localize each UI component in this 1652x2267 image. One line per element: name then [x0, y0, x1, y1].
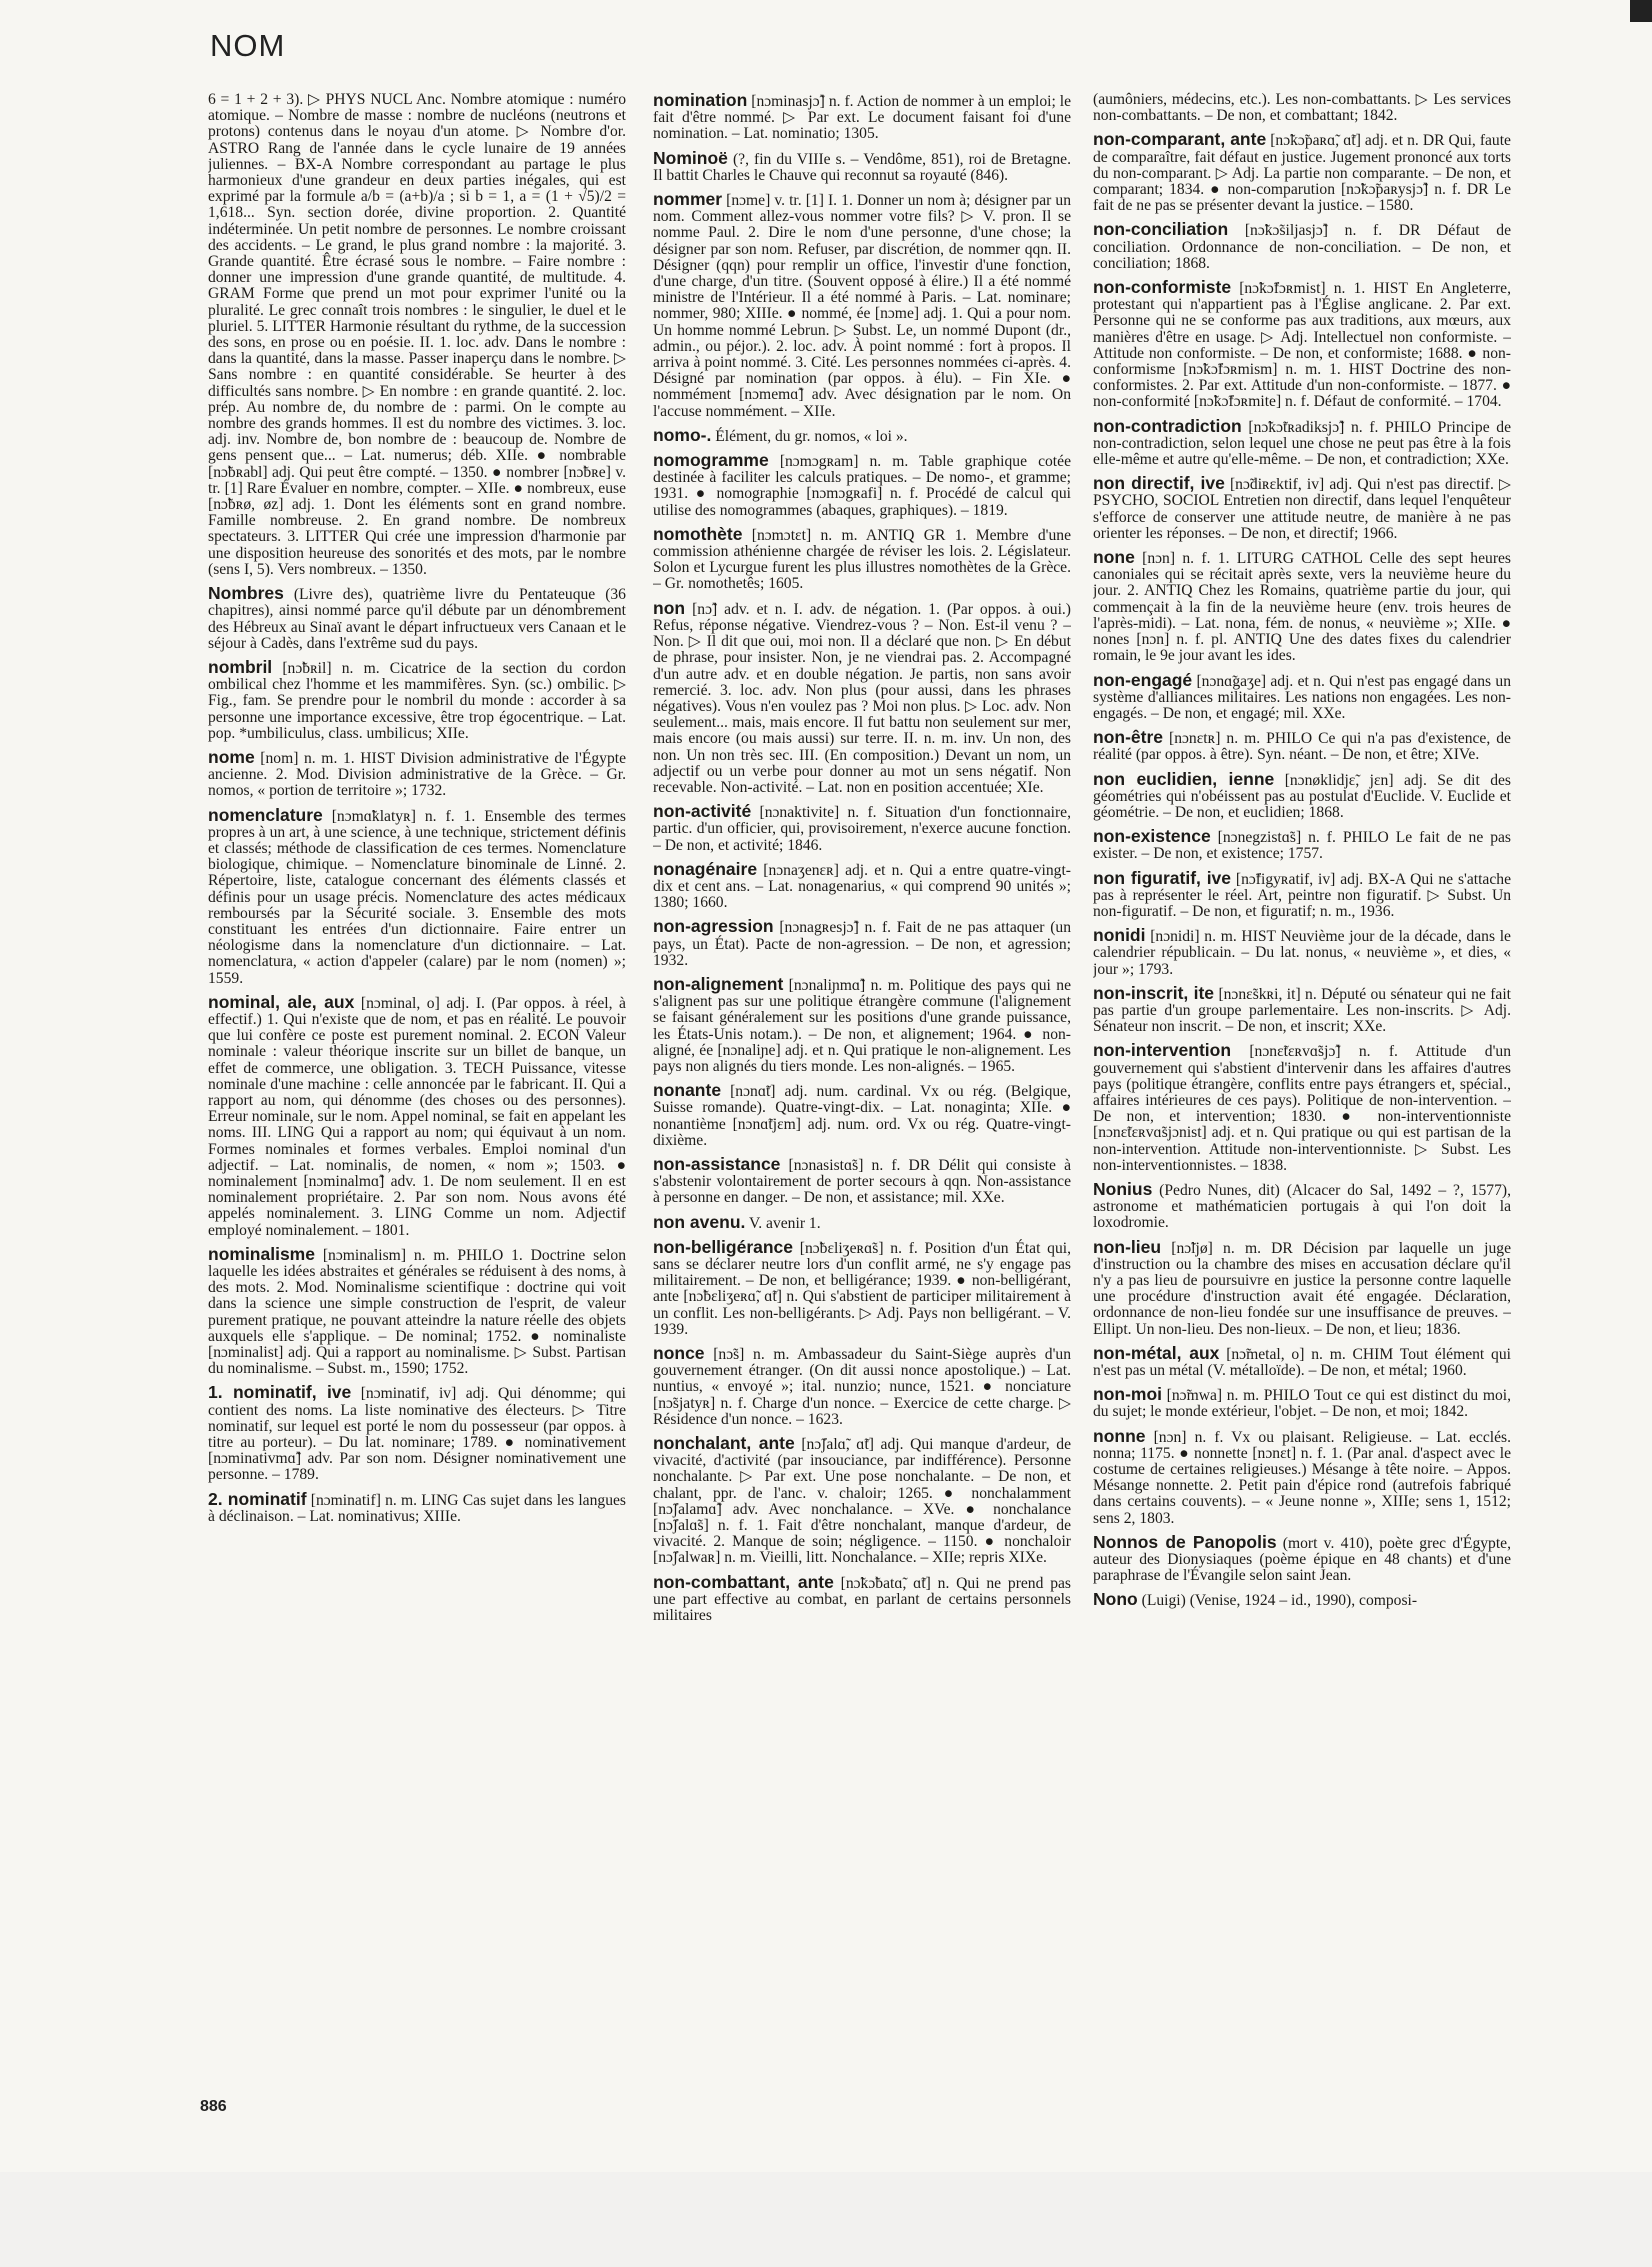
dictionary-entry — [653, 858, 1071, 912]
entry-definition: [nɔ̃kɔ̃paʀɑ̃, ɑ̃t] adj. et n. DR Qui, faute de comparaître, fait défaut en justice. Jugement prononcé aux torts du non-comparant. ▷ Adj. La partie non comparante. – De non, et comparant; 1834. ● non-comparution [nɔ̃kɔ̃paʀysjɔ̃] n. f. DR Le fait de ne pas se présenter devant la justice. – 1580. — [1093, 132, 1511, 215]
entry-headword: nonce — [653, 1343, 705, 1364]
entry-definition: [nɔminasjɔ̃] n. f. Action de nommer à un emploi; le fait d'être nommé. ▷ Par ext. Le document faisant foi d'une nomination. – Lat. nominatio; 1305. — [653, 93, 1071, 143]
dictionary-entry — [1093, 1531, 1511, 1585]
entry-headword: non-comparant, ante — [1093, 129, 1267, 150]
entry-definition: [nɔnɑ̃t] adj. num. cardinal. Vx ou rég. (Belgique, Suisse romande). Quatre-vingt-dix. – Lat. nonaginta; XIIe. ● nonantième [nɔnɑ̃tjɛm] adj. num. ord. Vx ou rég. Quatre-vingt-dixième. — [653, 1083, 1071, 1149]
entry-definition: [nɔ̃diʀɛktif, iv] adj. Qui n'est pas directif. ▷ PSYCHO, SOCIOL Entretien non directif, dans lequel l'enquêteur s'efforce de conserver une attitude neutre, de manière à ne pas orienter les réponses. – De non, et directif; 1966. — [1093, 476, 1511, 542]
entry-headword: non-métal, aux — [1093, 1342, 1220, 1363]
dictionary-entry — [653, 1082, 1071, 1149]
entry-definition: [nɔ̃kɔ̃siljasjɔ̃] n. f. DR Défaut de conciliation. Ordonnance de non-conciliation. – De non, et conciliation; 1868. — [1093, 222, 1511, 272]
dictionary-entry — [1093, 131, 1511, 214]
column-3 — [1093, 92, 1511, 2092]
entry-definition: (Livre des), quatrième livre du Pentateuque (36 chapitres), ainsi nommé parce qu'il débute par un dénombrement des Hébreux au Sinaï avant le départ infructueux vers Canaan et le séjour à Cadès, dans l'extrême sud du pays. — [208, 586, 626, 652]
entry-headword: Nono — [1093, 1589, 1138, 1610]
column-1 — [208, 92, 626, 2092]
dictionary-entry — [653, 147, 1071, 184]
entry-definition: [nɔ̃] adv. et n. I. adv. de négation. 1. (Par oppos. à oui.) Refus, réponse négative. Viendrez-vous ? – Non. Est-il venu ? – Non. ▷ Il dit que oui, moi non. Il a déclaré que non. ▷ En début de phrase, pour insister. Non, je ne viendrai pas. 2. Accompagné d'un autre adv. et en double négation. Je partis, non sans avoir remercié. 3. loc. adv. Non plus (pour aussi, dans les phrases négatives). Vous n'en voulez pas ? Moi non plus. ▷ Loc. adv. Non seulement... mais, mais encore. Il fut battu non seulement sur mer, mais encore (ou mais aussi) sur terre. II. n. m. inv. Un non, des non. Un non très sec. III. (En composition.) Devant un nom, un adjectif ou un verbe pour donner au mot un sens négatif. Non recevable. Non-activité. – Lat. non en position accentuée; XIe. — [653, 600, 1071, 796]
entry-definition: (Luigi) (Venise, 1924 – id., 1990), composi- — [1141, 1592, 1418, 1610]
dictionary-entry — [653, 803, 1071, 854]
dictionary-entry — [1093, 1178, 1511, 1232]
entry-headword: non-moi — [1093, 1384, 1163, 1405]
entry-definition: [nɔnɑ̃gaʒe] adj. et n. Qui n'est pas engagé dans un système d'alliances militaires. Les nations non engagées. Les non-engagés. – De non, et engagé; mil. XXe. — [1093, 672, 1511, 722]
entry-headword: Nonnos de Panopolis — [1093, 1531, 1277, 1552]
entry-headword: non — [653, 597, 686, 618]
entry-definition: [nɔnaliɲmɑ̃] n. m. Politique des pays qui ne s'alignent pas sur une politique étrangère commune (l'alignement se faisant généralement sur les positions d'une grande puissance, les États-Unis notam.). – De non, et alignement; 1964. ● non-aligné, ée [nɔnaliɲe] adj. et n. Qui pratique le non-alignement. Les pays non alignés du tiers monde. Les non-alignés. – 1965. — [653, 976, 1071, 1075]
entry-definition: [nɔ̃ʃalɑ̃, ɑ̃t] adj. Qui manque d'ardeur, de vivacité, d'activité (par insouciance, par indifférence). Personne nonchalante. ▷ Par ext. Une pose nonchalante. – De non, et chalant, ppr. de l'anc. v. chaloir; 1265. ● nonchalamment [nɔ̃ʃalamɑ̃] adv. Avec nonchalance. – XVe. ● nonchalance [nɔ̃ʃalɑ̃s] n. f. 1. Fait d'être nonchalant, manque d'ardeur, de vivacité. 2. Manque de soin; négligence. – 1150. ● nonchaloir [nɔ̃ʃalwaʀ] n. m. Vieilli, litt. Nonchalance. – XIIe; repris XIXe. — [653, 1436, 1071, 1567]
entry-definition: (?, fin du VIIIe s. – Vendôme, 851), roi de Bretagne. Il battit Charles le Chauve qui reconnut sa royauté (846). — [653, 150, 1071, 184]
entry-definition: V. avenir 1. — [749, 1214, 821, 1232]
dictionary-entry — [653, 597, 1071, 796]
entry-headword: non directif, ive — [1093, 473, 1225, 494]
page-number: 886 — [200, 2098, 227, 2115]
entry-headword: nonagénaire — [653, 858, 758, 879]
dictionary-entry — [1093, 828, 1511, 862]
dictionary-entry — [653, 1571, 1071, 1625]
entry-headword: non figuratif, ive — [1093, 867, 1232, 888]
dictionary-entry — [1093, 729, 1511, 763]
dictionary-entry — [1093, 1425, 1511, 1527]
dictionary-entry — [1093, 982, 1511, 1036]
entry-headword: non-engagé — [1093, 669, 1193, 690]
entry-headword: non-activité — [653, 801, 752, 822]
entry-definition: [nɔmɑ̃klatyʀ] n. f. 1. Ensemble des termes propres à un art, à une science, à une technique, strictement définis et classés; méthode de classification de ces termes. Nomenclature biologique, chimique. – Nomenclature binominale de Linné. 2. Répertoire, liste, catalogue concernant des éléments classés et définis pour un usage précis. Nomenclature des actes médicaux remboursés par la Sécurité sociale. 3. Ensemble des mots constituant les entrées d'un dictionnaire. Faire entrer un néologisme dans la nomenclature d'un dictionnaire. – Lat. nomenclatura, « action d'appeler (calare) par le nom (nomen) »; 1559. — [208, 807, 626, 987]
entry-headword: non-lieu — [1093, 1236, 1162, 1257]
entry-headword: Nonius — [1093, 1178, 1153, 1199]
dictionary-entry — [1093, 475, 1511, 542]
entry-definition: 6 = 1 + 2 + 3). ▷ PHYS NUCL Anc. Nombre atomique : numéro atomique. – Nombre de masse : nombre de nucléons (neutrons et protons) contenus dans le noyau d'un atome. ▷ Nombre d'or. ASTRO Rang de l'année dans le cycle lunaire de 19 années juliennes. – BX-A Nombre correspondant au partage le plus harmonieux d'une grandeur en deux parties inégales, qui est exprimé par la formule a/b = (a+b)/a ; si b = 1, a = (1 + √5)/2 = 1,618... Syn. section dorée, divine proportion. 2. Quantité indéterminée. Un petit nombre de personnes. Le nombre croissant des accidents. – Le grand, le plus grand nombre : la majorité. 3. Grande quantité. Être écrasé sous le nombre. – Faire nombre : donner une impression d'une grande quantité, de multitude. 4. GRAM Forme que prend un mot pour exprimer l'unité ou la pluralité. Le grec connaît trois nombres : le singulier, le duel et le pluriel. 5. LITTER Harmonie résultant du rythme, de la succession des sons, en prose ou en poésie. II. 1. loc. adv. Dans le nombre : dans la quantité, dans la masse. Passer inaperçu dans le nombre. ▷ Sans nombre : en quantité considérable. Se heurter à des difficultés sans nombre. ▷ En nombre : en grande quantité. 2. loc. prép. Au nombre de, du nombre de : parmi. On le compte au nombre des grands hommes. Il est du nombre des victimes. 3. loc. adj. inv. Nombre de, bon nombre de : beaucoup de. Nombre de gens pensent que... – Lat. numerus; déb. XIIe. ● nombrable [nɔ̃bʀabl] adj. Qui peut être compté. – 1350. ● nombrer [nɔ̃bʀe] v. tr. [1] Rare Évaluer en nombre, compter. – XIIe. ● nombreux, euse [nɔ̃bʀø, øz] adj. 1. Dont les éléments sont en grand nombre. Famille nombreuse. 2. En grand nombre. De nombreux spectateurs. 3. LITTER Qui crée une impression d'harmonie par une disposition heureuse des sonorités et des mots, par le nombre (sens I, 5). Vers nombreux. – 1350. — [208, 92, 626, 578]
entry-definition: [nɔ̃ljø] n. m. DR Décision par laquelle un juge d'instruction ou la chambre des mises en accusation déclare qu'il n'y a pas lieu de poursuivre en justice la personne contre laquelle une procédure d'instruction avait été engagée. Déclaration, ordonnance de non-lieu fondée sur une insuffisance de preuves. – Ellipt. Un non-lieu. Des non-lieux. – De non, et lieu; 1836. — [1093, 1239, 1511, 1338]
entry-definition: [nɔnidi] n. m. HIST Neuvième jour de la décade, dans le calendrier républicain. – Du lat. nonus, « neuvième », et dies, « jour »; 1793. — [1093, 928, 1511, 978]
entry-headword: nomothète — [653, 523, 743, 544]
dictionary-entry — [1093, 669, 1511, 723]
entry-definition: [nɔnɛ̃skʀi, it] n. Député ou sénateur qui ne fait pas partie d'un groupe parlementaire. Les non-inscrits. ▷ Adj. Sénateur non inscrit. – De non, et inscrit; XXe. — [1093, 985, 1511, 1036]
entry-definition: [nɔ̃bɛliʒeʀɑ̃s] n. f. Position d'un État qui, sans se déclarer neutre lors d'un conflit armé, ne s'y engage pas militairement. – De non, et belligérance; 1939. ● non-belligérant, ante [nɔ̃bɛliʒeʀɑ̃, ɑ̃t] n. Qui s'abstient de participer militairement à un conflit. Les non-belligérants. ▷ Adj. Pays non belligérant. – V. 1939. — [653, 1239, 1071, 1338]
entry-definition: [nɔnagʀesjɔ̃] n. f. Fait de ne pas attaquer (un pays, un État). Pacte de non-agression. – De non, et agression; 1932. — [653, 919, 1071, 969]
entry-headword: nominal, ale, aux — [208, 991, 355, 1012]
dictionary-entry — [1093, 549, 1511, 664]
entry-headword: non-inscrit, ite — [1093, 982, 1215, 1003]
entry-headword: non-belligérance — [653, 1236, 794, 1257]
dictionary-entry — [1093, 279, 1511, 411]
dictionary-entry — [1093, 867, 1511, 921]
dictionary-entry — [653, 1153, 1071, 1207]
entry-headword: non-alignement — [653, 973, 784, 994]
entry-definition: [nɔnøklidjɛ̃, jɛn] adj. Se dit des géométries qui n'obéissent pas au postulat d'Euclide. V. Euclide et géométrie. – De non, et euclidien; 1868. — [1093, 771, 1511, 821]
dictionary-entry — [208, 804, 626, 987]
entry-definition: [nɔminatif, iv] adj. Qui dénomme; qui contient des noms. La liste nominative des électeurs. ▷ Titre nominatif, sur lequel est porté le nom du possesseur (par oppos. à titre au porteur). – Du lat. nominare; 1789. ● nominativement [nɔminativmɑ̃] adv. Par son nom. Désigner nominativement une personne. – 1789. — [208, 1385, 626, 1484]
entry-headword: non-contradiction — [1093, 415, 1242, 436]
dictionary-entry — [653, 1345, 1071, 1428]
entry-definition: (Pedro Nunes, dit) (Alcacer do Sal, 1492 – ?, 1577), astronome et mathématicien portugais à qui l'on doit la loxodromie. — [1093, 1181, 1511, 1232]
entry-headword: non-intervention — [1093, 1040, 1232, 1061]
entry-definition: [nɔ̃metal, o] n. m. CHIM Tout élément qui n'est pas un métal (V. métalloïde). – De non, et métal; 1960. — [1093, 1345, 1511, 1380]
dictionary-entry — [653, 1211, 1071, 1232]
entry-definition: [nɔnɛtʀ] n. m. PHILO Ce qui n'a pas d'existence, de réalité (par oppos. à être). Syn. néant. – De non, et être; XIVe. — [1093, 730, 1511, 764]
dictionary-entry — [653, 452, 1071, 519]
entry-definition: [nɔme] v. tr. [1] I. 1. Donner un nom à; désigner par un nom. Comment allez-vous nommer votre fils? ▷ V. pron. Il se nomme Paul. 2. Dire le nom d'une personne, d'une chose; la désigner par son nom. Refuser, par discrétion, de nommer qqn. II. Désigner (qqn) pour remplir un office, l'investir d'une fonction, d'une charge, d'un titre. (Souvent opposé à élire.) Il a été nommé ministre de l'Intérieur. Il a été nommé à Paris. – Lat. nominare; nommer, 980; XIIIe. ● nommé, ée [nɔme] adj. 1. Qui a pour nom. Un homme nommé Lebrun. ▷ Subst. Le, un nommé Dupont (dr., admin., ou péjor.). 2. loc. adv. À point nommé : fort à propos. Il arriva à point nommé. 3. Cité. Les personnes nommées ci-après. 4. Désigné par nomination (par oppos. à élu). – Fin XIe. ● nommément [nɔmemɑ̃] adv. Avec désignation par le nom. On l'accuse nommément. – XIIe. — [653, 192, 1071, 420]
entry-headword: non-agression — [653, 916, 774, 937]
entry-definition: [nɔn] n. f. Vx ou plaisant. Religieuse. – Lat. ecclés. nonna; 1175. ● nonnette [nɔnɛt] n. f. 1. (Par anal. d'aspect avec le costume de certaines religieuses.) Mésange à tête noire. – Appos. Mésange nonnette. 2. Petit pain d'épice rond (autrefois fabriqué dans certains couvents). – « Jeune nonne », XIIIe; sens 1, 1512; sens 2, 1803. — [1093, 1428, 1511, 1527]
entry-definition: [nɔnasistɑ̃s] n. f. DR Délit qui consiste à s'abstenir volontairement de porter secours à qqn. Non-assistance à personne en danger. – De non, et assistance; mil. XXe. — [653, 1156, 1071, 1207]
entry-definition: [nɔminalism] n. m. PHILO 1. Doctrine selon laquelle les idées abstraites et générales se réduisent à des noms, à des mots. 2. Mod. Nominalisme scientifique : doctrine qui voit dans la science une simple construction de l'esprit, de valeur purement pratique, ne pouvant atteindre la nature réelle des objets auxquels elle s'applique. – De nominal; 1752. ● nominaliste [nɔminalist] adj. Qui a rapport au nominalisme. ▷ Subst. Partisan du nominalisme. – Subst. m., 1590; 1752. — [208, 1246, 626, 1378]
dictionary-entry — [1093, 1236, 1511, 1338]
dictionary-entry — [653, 918, 1071, 969]
dictionary-entry — [1093, 221, 1511, 272]
entry-headword: nonne — [1093, 1425, 1146, 1446]
entry-definition: (aumôniers, médecins, etc.). Les non-combattants. ▷ Les services non-combattants. – De non, et combattant; 1842. — [1093, 92, 1511, 125]
entry-definition: [nɔminal, o] adj. I. (Par oppos. à réel, à effectif.) 1. Qui n'existe que de nom, et pas en réalité. Le pouvoir que lui confère ce poste est purement nominal. 2. ECON Valeur nominale : valeur théorique inscrite sur un billet de banque, un effet de commerce, une obligation. 3. TECH Puissance, vitesse nominale d'une machine : celle annoncée par le fabricant. II. Qui a rapport au nom, qui dénomme (des choses ou des personnes). Erreur nominale, sur le nom. Appel nominal, se fait en appelant les noms. III. LING Qui a rapport au nom; qui équivaut à un nom. Formes nominales et formes verbales. Emploi nominal d'un adjectif. – Lat. nominalis, de nomen, « nom »; 1503. ● nominalement [nɔminalmɑ̃] adv. 1. De nom seulement. Il en est nominalement propriétaire. 2. Par son nom. Nous avons été appelés nominalement. 3. LING Comme un nom. Adjectif employé nominalement. – 1801. — [208, 994, 626, 1239]
entry-definition: [nɔ̃bʀil] n. m. Cicatrice de la section du cordon ombilical chez l'homme et les mammifères. Syn. (sc.) ombilic. ▷ Fig., fam. Se prendre pour le nombril du monde : accorder à sa personne une importance excessive, être trop égocentrique. – Lat. pop. *umbiliculus, class. umbilicus; XIIe. — [208, 659, 626, 742]
entry-headword: nommer — [653, 189, 723, 210]
entry-definition: [nɔ̃kɔ̃fɔʀmist] n. 1. HIST En Angleterre, protestant qui n'appartient pas à l'Église anglicane. 2. Par ext. Personne qui ne se conforme pas aux traditions, aux mœurs, aux manières d'être en usage. ▷ Adj. Intellectuel non conformiste. – Attitude non conformiste. – De non, et conformiste; 1688. ● non-conformisme [nɔ̃kɔ̃fɔʀmism] n. m. 1. HIST Doctrine des non-conformistes. 2. Par ext. Attitude d'un non-conformiste. – 1877. ● non-conformité [nɔ̃kɔ̃fɔʀmite] n. f. Défaut de conformité. – 1704. — [1093, 280, 1511, 411]
entry-definition: [nɔnegzistɑ̃s] n. f. PHILO Le fait de ne pas exister. – De non, et existence; 1757. — [1093, 829, 1511, 863]
entry-headword: non-conformiste — [1093, 277, 1232, 298]
dictionary-entry — [208, 1243, 626, 1378]
dictionary-entry — [1093, 1342, 1511, 1380]
entry-headword: non-assistance — [653, 1153, 781, 1174]
entry-headword: non-conciliation — [1093, 219, 1229, 240]
entry-headword: nomo-. — [653, 424, 712, 445]
entry-definition: [nɔnaʒenɛʀ] adj. et n. Qui a entre quatre-vingt-dix et cent ans. – Lat. nonagenarius, « qui comprend 90 unités »; 1380; 1660. — [653, 861, 1071, 912]
scan-bottom-margin — [0, 2172, 1652, 2267]
dictionary-entry — [1093, 1591, 1511, 1609]
entry-headword: nonante — [653, 1080, 722, 1101]
dictionary-entry — [208, 1488, 626, 1525]
entry-headword: nomenclature — [208, 804, 323, 825]
scan-corner-shadow — [1630, 0, 1652, 22]
dictionary-entry — [653, 92, 1071, 143]
entry-headword: none — [1093, 547, 1135, 568]
dictionary-entry — [1093, 415, 1511, 469]
entry-headword: non euclidien, ienne — [1093, 768, 1275, 789]
entry-headword: non-existence — [1093, 826, 1211, 847]
entry-definition: [nɔmɔtɛt] n. m. ANTIQ GR 1. Membre d'une commission athénienne chargée de réviser les lois. 2. Législateur. Solon et Lycurgue furent les plus illustres nomothètes de la Grèce. – Gr. nomothetês; 1605. — [653, 526, 1071, 593]
entry-headword: nombril — [208, 656, 273, 677]
entry-headword: nominalisme — [208, 1243, 315, 1264]
entry-definition: [nɔ̃mwa] n. m. PHILO Tout ce qui est distinct du moi, du sujet; le monde extérieur, l'objet. – De non, et moi; 1842. — [1093, 1387, 1511, 1421]
dictionary-entry — [1093, 1042, 1511, 1174]
entry-headword: nonidi — [1093, 925, 1146, 946]
entry-definition: Élément, du gr. nomos, « loi ». — [715, 427, 908, 445]
dictionary-entry — [653, 973, 1071, 1075]
column-2 — [653, 92, 1071, 2092]
entry-definition: [nɔminatif] n. m. LING Cas sujet dans les langues à déclinaison. – Lat. nominativus; XIIIe. — [208, 1491, 626, 1525]
entry-definition: [nɔnɛ̃tɛʀvɑ̃sjɔ̃] n. f. Attitude d'un gouvernement qui s'abstient d'intervenir dans les affaires d'autres pays (politique étrangère, conflits entre pays étrangers et, spécial., affaires intérieures de ces pays). Politique de non-intervention. – De non, et intervention; 1830. ● non-interventionniste [nɔnɛ̃tɛʀvɑ̃sjɔnist] adj. et n. Qui pratique ou qui est partisan de la non-intervention. Attitude non-interventionniste. ▷ Subst. Les non-interventionnistes. – 1838. — [1093, 1043, 1511, 1174]
entry-definition: [nɔn] n. f. 1. LITURG CATHOL Celle des sept heures canoniales qui se récitait après sexte, vers la neuvième heure du jour. 2. ANTIQ Chez les Romains, quatrième partie du jour, qui commençait à la fin de la neuvième heure (env. trois heures de l'après-midi). – Lat. nona, fém. de nonus, « neuvième »; XIIe. ● nones [nɔn] n. f. pl. ANTIQ Une des dates fixes du calendrier romain, le 9e jour avant les ides. — [1093, 550, 1511, 665]
entry-definition: [nɔnaktivite] n. f. Situation d'un fonctionnaire, partic. d'un officier, qui, provisoirement, n'exerce aucune fonction. – De non, et activité; 1846. — [653, 804, 1071, 854]
entry-headword: Nombres — [208, 583, 284, 604]
dictionary-entry — [208, 656, 626, 742]
entry-headword: nonchalant, ante — [653, 1433, 795, 1454]
entry-definition: [nɔ̃kɔ̃batɑ̃, ɑ̃t] n. Qui ne prend pas une part effective au combat, en parlant de certains personnels militaires — [653, 1574, 1071, 1625]
dictionary-entry — [653, 1435, 1071, 1567]
dictionary-entry — [1093, 927, 1511, 978]
dictionary-entry — [208, 1384, 626, 1483]
entry-definition: (mort v. 410), poète grec d'Égypte, auteur des Dionysiaques (poème épique en 48 chants) et d'une paraphrase de l'Évangile selon saint Jean. — [1093, 1534, 1511, 1585]
dictionary-entry — [208, 92, 626, 578]
entry-headword: non-combattant, ante — [653, 1571, 834, 1592]
entry-definition: [nɔ̃s] n. m. Ambassadeur du Saint-Siège auprès d'un gouvernement étranger. (On dit aussi nonce apostolique.) – Lat. nuntius, « envoyé »; ital. nunzio; nunce, 1521. ● nonciature [nɔ̃sjatyʀ] n. f. Charge d'un nonce. – Exercice de cette charge. ▷ Résidence d'un nonce. – 1623. — [653, 1346, 1071, 1428]
entry-definition: [nɔ̃kɔ̃tʀadiksjɔ̃] n. f. PHILO Principe de non-contradiction, selon lequel une chose ne peut pas être à la fois elle-même et autre qu'elle-même. – De non, et contradiction; XXe. — [1093, 418, 1511, 469]
dictionary-entry — [208, 746, 626, 800]
entry-headword: non avenu. — [653, 1211, 746, 1232]
dictionary-entry — [1093, 1386, 1511, 1420]
entry-headword: 1. nominatif, ive — [208, 1382, 352, 1403]
dictionary-entry — [1093, 768, 1511, 822]
entry-headword: nome — [208, 746, 255, 767]
dictionary-entry — [208, 991, 626, 1239]
entry-headword: Nominoë — [653, 147, 728, 168]
dictionary-entry — [653, 523, 1071, 593]
entry-definition: [nom] n. m. 1. HIST Division administrative de l'Égypte ancienne. 2. Mod. Division administrative de la Grèce. – Gr. nomos, « portion de territoire »; 1732. — [208, 749, 626, 800]
entry-headword: nomogramme — [653, 450, 769, 471]
dictionary-entry — [653, 424, 1071, 445]
entry-headword: non-être — [1093, 727, 1163, 748]
dictionary-entry — [208, 585, 626, 652]
entry-headword: 2. nominatif — [208, 1488, 307, 1509]
entry-definition: [nɔmɔgʀam] n. m. Table graphique cotée destinée à faciliter les calculs pratiques. – De nomo-, et gramme; 1931. ● nomographie [nɔmɔgʀafi] n. f. Procédé de calcul qui utilise des nomogrammes (abaques, graphiques). – 1819. — [653, 453, 1071, 519]
dictionary-entry — [653, 1236, 1071, 1338]
entry-definition: [nɔ̃figyʀatif, iv] adj. BX-A Qui ne s'attache pas à représenter le réel. Art, peintre non figuratif. ▷ Subst. Un non-figuratif. – De non, et figuratif; n. m., 1936. — [1093, 870, 1511, 920]
dictionary-entry — [653, 191, 1071, 420]
dictionary-entry — [1093, 92, 1511, 124]
running-head: NOM — [210, 28, 286, 63]
entry-headword: nomination — [653, 92, 748, 110]
